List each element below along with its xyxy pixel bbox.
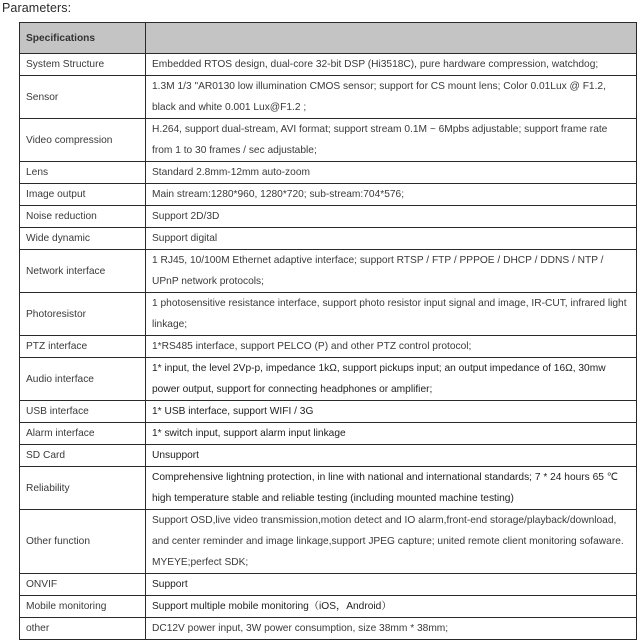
spec-label-alarm-interface: Alarm interface — [20, 423, 146, 445]
table-row — [20, 184, 637, 206]
specifications-table — [19, 22, 637, 640]
header-value — [146, 23, 637, 54]
table-row — [20, 401, 637, 423]
spec-label-system-structure: System Structure — [20, 54, 146, 76]
spec-label-onvif: ONVIF — [20, 574, 146, 596]
spec-value-video-compression: H.264, support dual-stream, AVI format; support stream 0.1M ~ 6Mpbs adjustable; support frame rate from 1 to 30 frames / sec adjustable; — [146, 119, 637, 162]
table-row — [20, 336, 637, 358]
table-row — [20, 510, 637, 574]
spec-value-noise-reduction: Support 2D/3D — [146, 206, 637, 228]
table-row — [20, 119, 637, 162]
spec-label-reliability: Reliability — [20, 467, 146, 510]
spec-value-other: DC12V power input, 3W power consumption, size 38mm * 38mm; — [146, 618, 637, 640]
spec-value-mobile-monitoring: Support multiple mobile monitoring（iOS，Android） — [146, 596, 637, 618]
spec-value-image-output: Main stream:1280*960, 1280*720; sub-stream:704*576; — [146, 184, 637, 206]
table-row — [20, 423, 637, 445]
spec-value-audio-interface: 1* input, the level 2Vp-p, impedance 1kΩ, support pickups input; an output impedance of 16Ω, 30mw power output, support for connecting headphones or amplifier; — [146, 358, 637, 401]
table-row — [20, 250, 637, 293]
table-row — [20, 293, 637, 336]
table-row — [20, 618, 637, 640]
spec-label-other-function: Other function — [20, 510, 146, 574]
spec-label-sensor: Sensor — [20, 76, 146, 119]
page-heading: Parameters: — [2, 1, 72, 15]
table-row — [20, 574, 637, 596]
spec-value-reliability: Comprehensive lightning protection, in line with national and international standards; 7 * 24 hours 65 ℃ high temperature stable and reliable testing (including mounted machine testing) — [146, 467, 637, 510]
spec-label-audio-interface: Audio interface — [20, 358, 146, 401]
spec-label-other: other — [20, 618, 146, 640]
spec-label-mobile-monitoring: Mobile monitoring — [20, 596, 146, 618]
spec-value-alarm-interface: 1* switch input, support alarm input linkage — [146, 423, 637, 445]
table-row — [20, 54, 637, 76]
table-row — [20, 162, 637, 184]
spec-value-sd-card: Unsupport — [146, 445, 637, 467]
spec-value-network-interface: 1 RJ45, 10/100M Ethernet adaptive interface; support RTSP / FTP / PPPOE / DHCP / DDNS / NTP / UPnP network protocols; — [146, 250, 637, 293]
spec-value-usb-interface: 1* USB interface, support WIFI / 3G — [146, 401, 637, 423]
spec-label-sd-card: SD Card — [20, 445, 146, 467]
spec-label-ptz-interface: PTZ interface — [20, 336, 146, 358]
table-row — [20, 206, 637, 228]
spec-label-wide-dynamic: Wide dynamic — [20, 228, 146, 250]
table-row — [20, 596, 637, 618]
table-row — [20, 228, 637, 250]
spec-value-wide-dynamic: Support digital — [146, 228, 637, 250]
spec-label-photoresistor: Photoresistor — [20, 293, 146, 336]
spec-value-lens: Standard 2.8mm-12mm auto-zoom — [146, 162, 637, 184]
spec-value-other-function: Support OSD,live video transmission,motion detect and IO alarm,front-end storage/playback/download, and center reminder and image linkage,support JPEG capture; united remote client monitoring sofaware. MYEYE;perfect SDK; — [146, 510, 637, 574]
table-row — [20, 358, 637, 401]
spec-label-image-output: Image output — [20, 184, 146, 206]
spec-label-usb-interface: USB interface — [20, 401, 146, 423]
spec-label-lens: Lens — [20, 162, 146, 184]
table-row — [20, 76, 637, 119]
spec-label-noise-reduction: Noise reduction — [20, 206, 146, 228]
spec-value-system-structure: Embedded RTOS design, dual-core 32-bit DSP (Hi3518C), pure hardware compression, watchdog; — [146, 54, 637, 76]
spec-value-sensor: 1.3M 1/3 "AR0130 low illumination CMOS sensor; support for CS mount lens; Color 0.01Lux @ F1.2, black and white 0.001 Lux@F1.2 ; — [146, 76, 637, 119]
table-header-row — [20, 23, 637, 54]
header-specifications: Specifications — [20, 23, 146, 54]
table-row — [20, 467, 637, 510]
spec-label-video-compression: Video compression — [20, 119, 146, 162]
spec-value-onvif: Support — [146, 574, 637, 596]
spec-label-network-interface: Network interface — [20, 250, 146, 293]
table-row — [20, 445, 637, 467]
spec-value-ptz-interface: 1*RS485 interface, support PELCO (P) and other PTZ control protocol; — [146, 336, 637, 358]
spec-value-photoresistor: 1 photosensitive resistance interface, support photo resistor input signal and image, IR-CUT, infrared light linkage; — [146, 293, 637, 336]
